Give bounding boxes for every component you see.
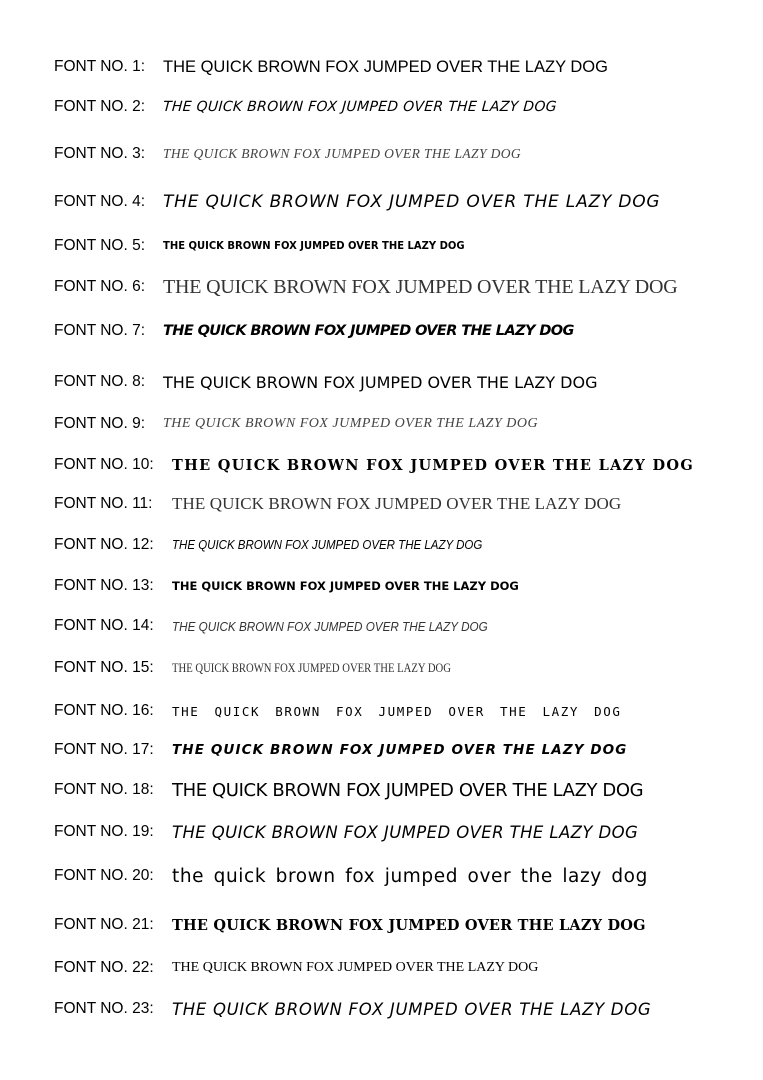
font-row	[54, 571, 743, 601]
font-number-label: FONT NO. 11:	[54, 495, 153, 512]
font-number-label: FONT NO. 4:	[54, 193, 146, 210]
font-number-label: FONT NO. 20:	[54, 867, 154, 884]
font-sample-text: THE QUICK BROWN FOX JUMPED OVER THE LAZY DOG	[163, 372, 598, 392]
font-sample-text: THE QUICK BROWN FOX JUMPED OVER THE LAZY DOG	[172, 779, 644, 801]
font-sample-text: THE QUICK BROWN FOX JUMPED OVER THE LAZY DOG	[172, 579, 519, 593]
font-number-label: FONT NO. 8:	[54, 373, 146, 390]
font-row	[54, 994, 743, 1024]
font-row	[54, 409, 743, 439]
font-sample-text: THE QUICK BROWN FOX JUMPED OVER THE LAZY DOG	[163, 275, 678, 298]
font-sample-text: THE QUICK BROWN FOX JUMPED OVER THE LAZY DOG	[172, 916, 646, 934]
font-number-label: FONT NO. 13:	[54, 577, 154, 594]
font-sample-text: THE QUICK BROWN FOX JUMPED OVER THE LAZY DOG	[172, 822, 639, 842]
font-row	[54, 231, 743, 261]
font-row	[54, 817, 743, 847]
font-number-label: FONT NO. 5:	[54, 237, 146, 254]
font-row	[54, 92, 743, 122]
font-row	[54, 910, 743, 940]
font-row	[54, 653, 743, 683]
font-number-label: FONT NO. 17:	[54, 741, 154, 758]
font-number-label: FONT NO. 22:	[54, 959, 154, 976]
font-row	[54, 272, 743, 302]
font-sample-text: THE QUICK BROWN FOX JUMPED OVER THE LAZY DOG	[172, 960, 539, 975]
font-sample-text: THE QUICK BROWN FOX JUMPED OVER THE LAZY DOG	[163, 146, 522, 161]
font-row	[54, 696, 743, 726]
font-sample-text: THE QUICK BROWN FOX JUMPED OVER THE LAZY DOG	[172, 742, 628, 758]
font-row	[54, 530, 743, 560]
font-sample-text: THE QUICK BROWN FOX JUMPED OVER THE LAZY DOG	[172, 660, 451, 675]
font-number-label: FONT NO. 2:	[54, 98, 146, 115]
font-row	[54, 489, 743, 519]
font-number-label: FONT NO. 1:	[54, 58, 146, 75]
font-number-label: FONT NO. 21:	[54, 916, 154, 933]
font-row	[54, 316, 743, 346]
font-sample-text: THE QUICK BROWN FOX JUMPED OVER THE LAZY DOG	[163, 323, 574, 339]
font-sample-text: THE QUICK BROWN FOX JUMPED OVER THE LAZY DOG	[172, 999, 652, 1019]
font-row	[54, 953, 743, 983]
font-row	[54, 187, 743, 217]
font-sample-text: THE QUICK BROWN FOX JUMPED OVER THE LAZY DOG	[172, 456, 695, 474]
font-number-label: FONT NO. 23:	[54, 1000, 154, 1017]
font-sample-text: THE QUICK BROWN FOX JUMPED OVER THE LAZY DOG	[163, 57, 608, 76]
font-number-label: FONT NO. 3:	[54, 145, 146, 162]
font-row	[54, 367, 743, 397]
font-sample-text: THE QUICK BROWN FOX JUMPED OVER THE LAZY DOG	[172, 703, 622, 719]
font-row	[54, 735, 743, 765]
font-sample-text: THE QUICK BROWN FOX JUMPED OVER THE LAZY DOG	[172, 538, 483, 552]
font-row	[54, 861, 743, 891]
font-sample-text: THE QUICK BROWN FOX JUMPED OVER THE LAZY DOG	[163, 239, 465, 253]
font-number-label: FONT NO. 15:	[54, 659, 154, 676]
font-number-label: FONT NO. 19:	[54, 823, 154, 840]
font-number-label: FONT NO. 12:	[54, 536, 154, 553]
font-row	[54, 450, 743, 480]
font-number-label: FONT NO. 10:	[54, 456, 154, 473]
font-sample-text: THE QUICK BROWN FOX JUMPED OVER THE LAZY DOG	[172, 618, 488, 634]
font-number-label: FONT NO. 14:	[54, 617, 154, 634]
font-number-label: FONT NO. 18:	[54, 781, 154, 798]
font-row	[54, 52, 743, 82]
font-number-label: FONT NO. 7:	[54, 322, 146, 339]
font-row	[54, 775, 743, 805]
font-sample-text: the quick brown fox jumped over the lazy dog	[172, 865, 648, 887]
font-number-label: FONT NO. 6:	[54, 278, 146, 295]
font-number-label: FONT NO. 16:	[54, 702, 154, 719]
font-sample-text: THE QUICK BROWN FOX JUMPED OVER THE LAZY DOG	[163, 192, 661, 212]
font-sample-text: THE QUICK BROWN FOX JUMPED OVER THE LAZY DOG	[163, 416, 539, 431]
font-row	[54, 139, 743, 169]
font-sample-text: THE QUICK BROWN FOX JUMPED OVER THE LAZY DOG	[172, 494, 622, 513]
font-sample-text: THE QUICK BROWN FOX JUMPED OVER THE LAZY DOG	[162, 99, 558, 115]
font-row	[54, 611, 743, 641]
font-number-label: FONT NO. 9:	[54, 415, 146, 432]
